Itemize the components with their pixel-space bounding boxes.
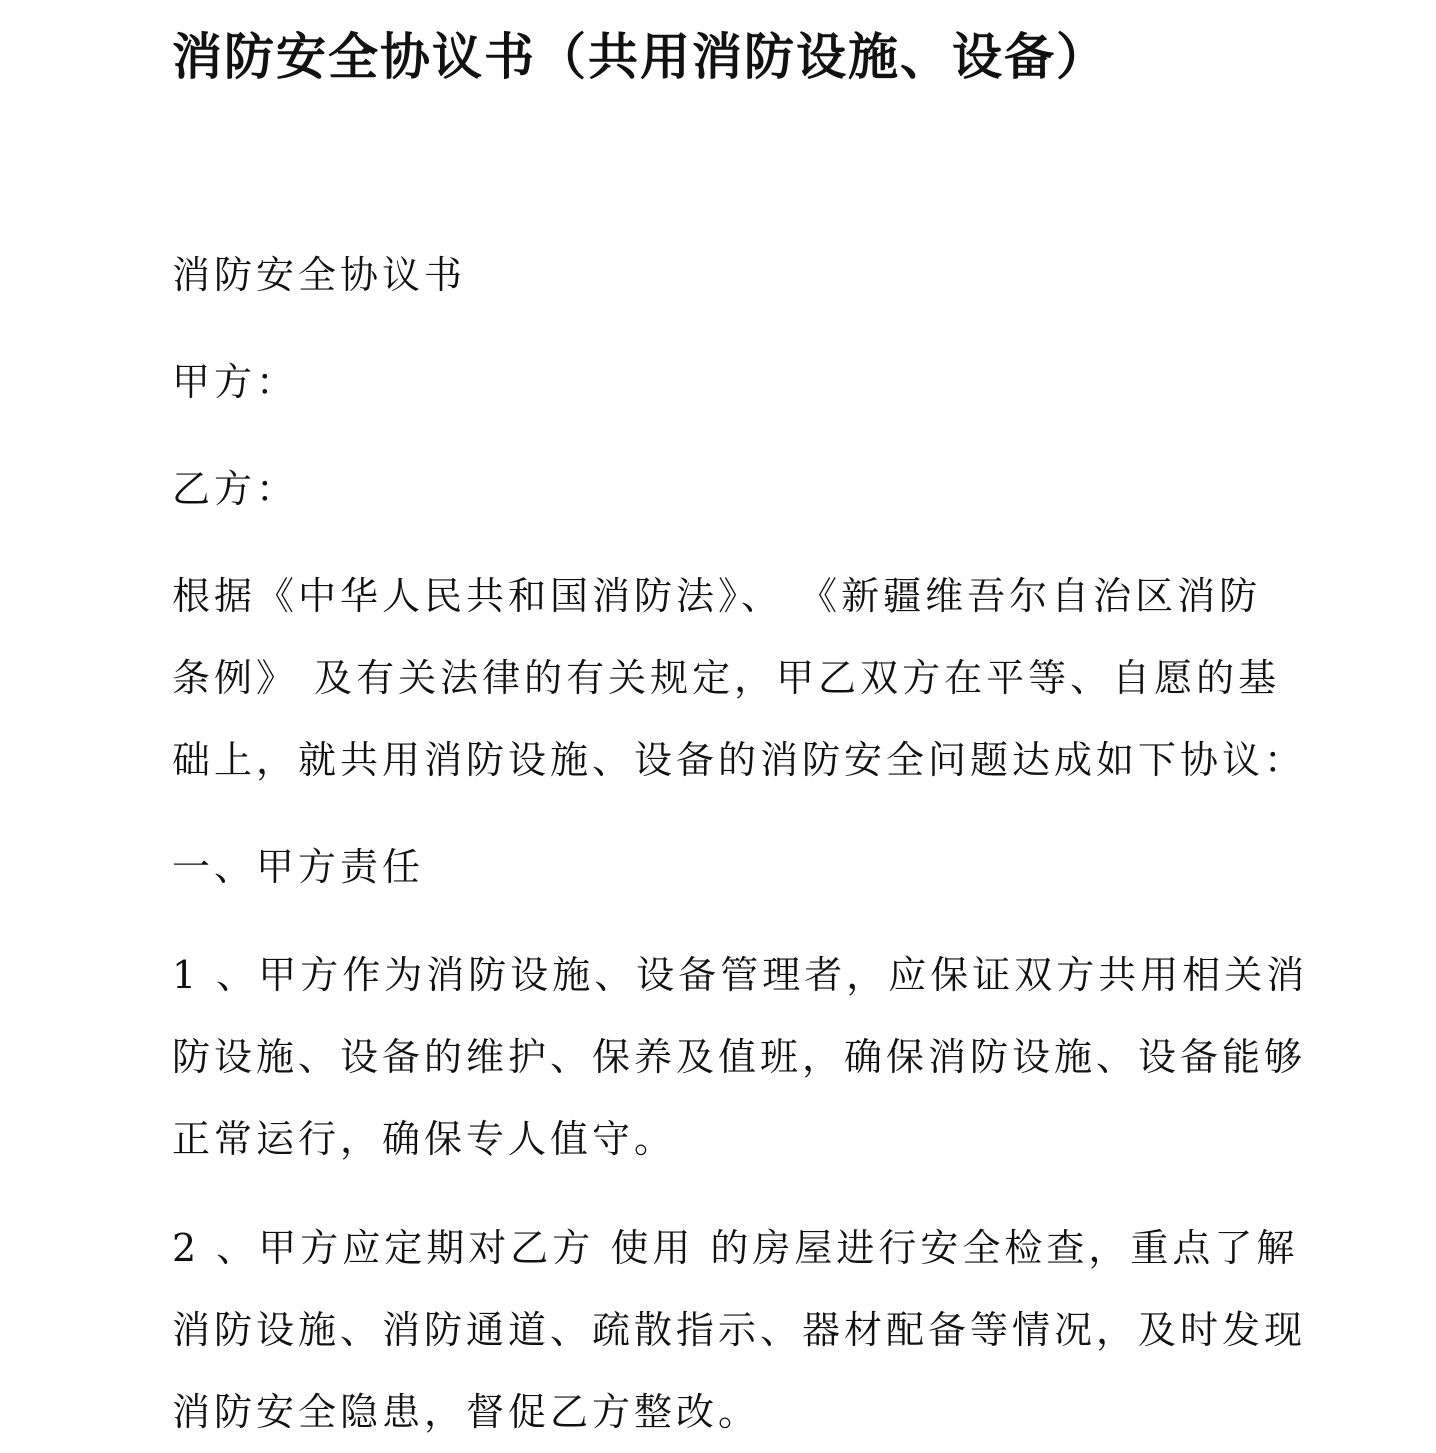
clause-1-paragraph — [172, 934, 1332, 1180]
document-title: 消防安全协议书（共用消防设施、设备） — [172, 28, 1108, 86]
section-heading-line: 一、甲方责任 — [172, 845, 425, 889]
preamble-paragraph — [172, 555, 1332, 801]
preamble-line: 条例》 及有关法律的有关规定，甲乙双方在平等、自愿的基 — [172, 656, 1281, 700]
preamble-line: 础上，就共用消防设施、设备的消防安全问题达成如下协议： — [172, 738, 1307, 782]
agreement-subtitle — [172, 234, 1332, 316]
clause-2-line: 2 、甲方应定期对乙方 使用 的房屋进行安全检查，重点了解 — [172, 1226, 1299, 1270]
party-b-line: 乙方： — [172, 467, 299, 511]
section-heading-party-a-duties — [172, 826, 1332, 908]
preamble-line: 根据《中华人民共和国消防法》、 《新疆维吾尔自治区消防 — [172, 574, 1262, 618]
clause-1-line: 1 、甲方作为消防设施、设备管理者，应保证双方共用相关消 — [172, 953, 1309, 997]
party-a-line: 甲方： — [172, 360, 299, 404]
clause-2-line: 消防安全隐患，督促乙方整改。 — [172, 1390, 761, 1434]
clause-1-line: 防设施、设备的维护、保养及值班，确保消防设施、设备能够 — [172, 1035, 1307, 1079]
clause-2-paragraph — [172, 1207, 1332, 1453]
clause-1-line: 正常运行，确保专人值守。 — [172, 1117, 677, 1161]
party-a-label — [172, 341, 1332, 423]
clause-2-line: 消防设施、消防通道、疏散指示、器材配备等情况，及时发现 — [172, 1308, 1307, 1352]
subtitle-line: 消防安全协议书 — [172, 253, 467, 297]
party-b-label — [172, 448, 1332, 530]
